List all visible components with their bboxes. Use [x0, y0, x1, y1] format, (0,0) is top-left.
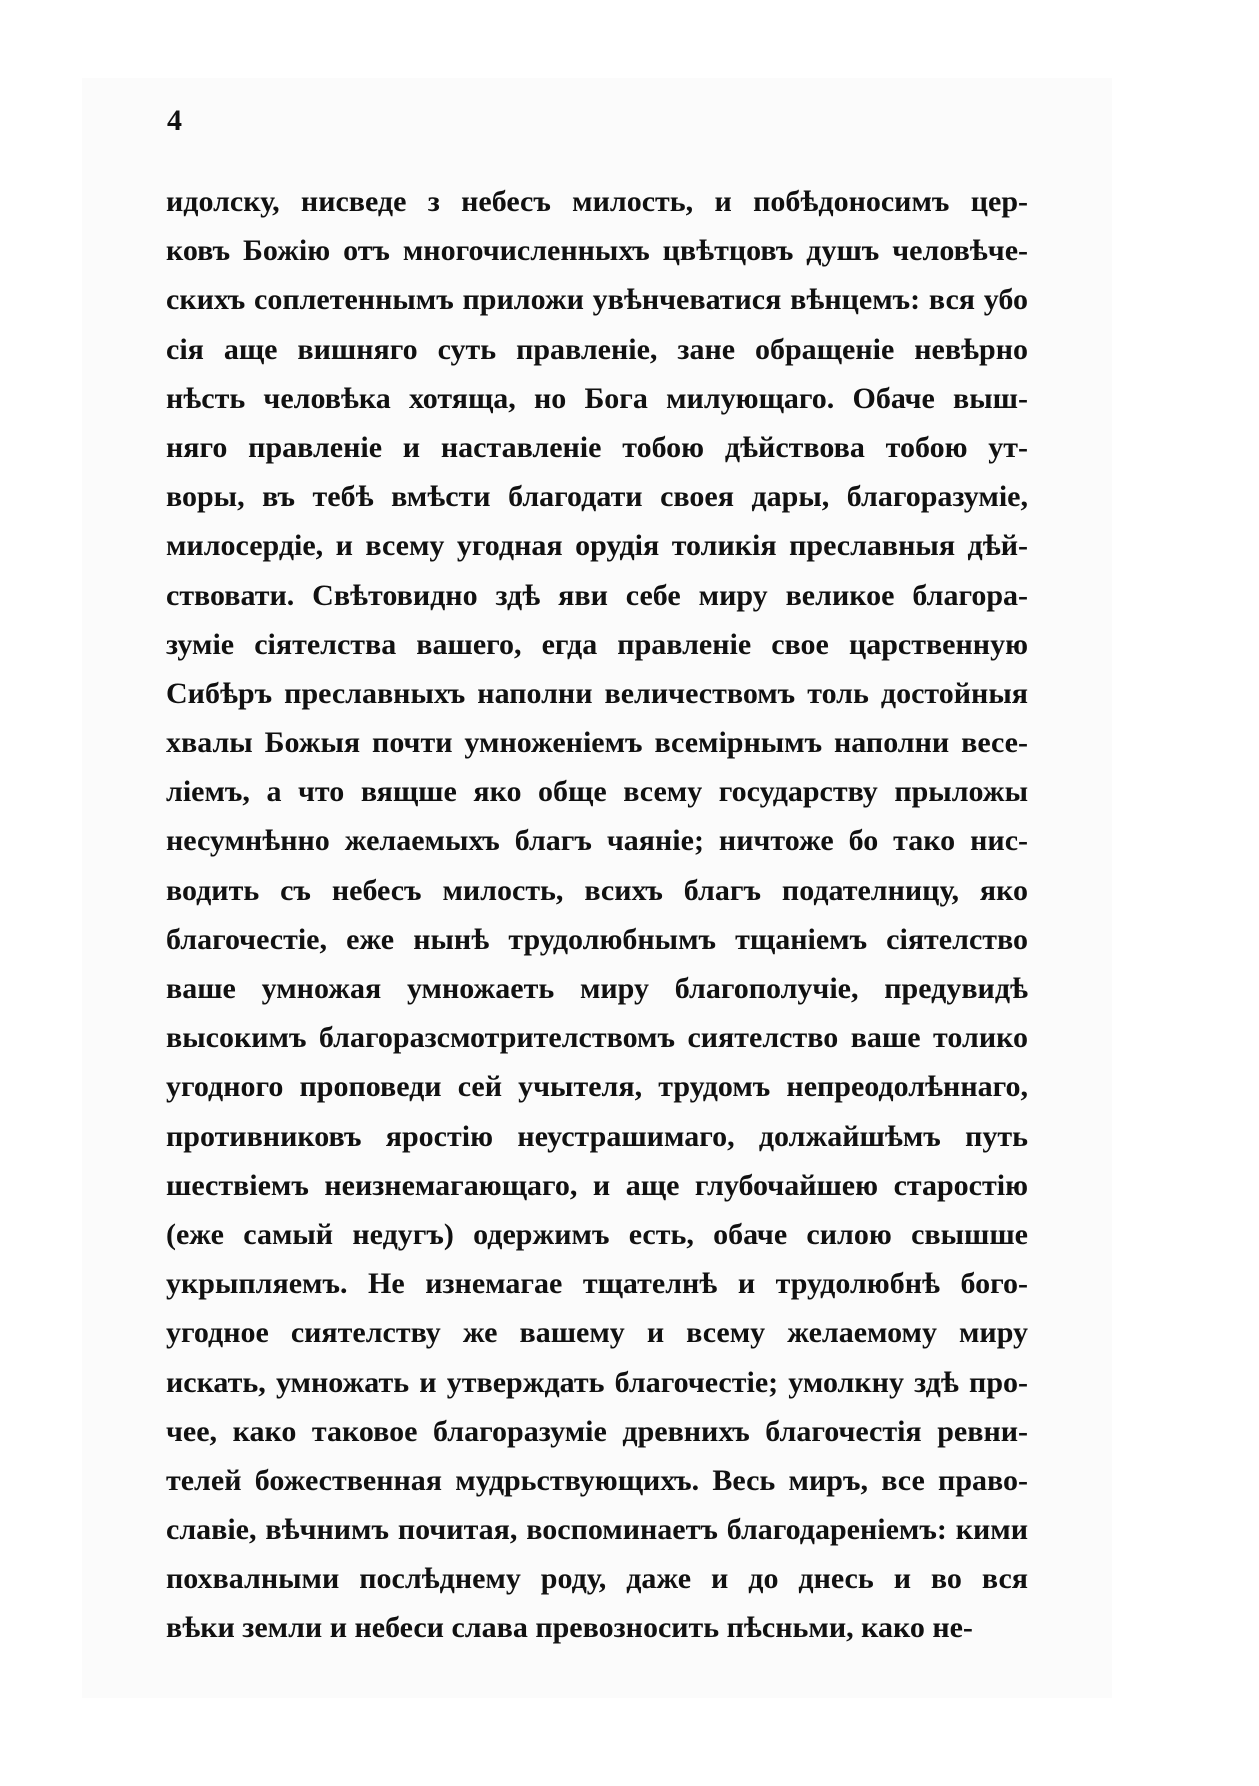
text-line: телей божественная мудрьствующихъ. Весь миръ, все право- [166, 1463, 1028, 1497]
text-line: укрыпляемъ. Не изнемагае тщателнѣ и трудолюбнѣ бого- [166, 1267, 1028, 1301]
text-line: скихъ соплетеннымъ приложи увѣнчеватися вѣнцемъ: вся убо [166, 283, 1028, 317]
text-line: благочестiе, еже нынѣ трудолюбнымъ тщанiемъ сiятелство [166, 922, 1028, 956]
page-number: 4 [167, 104, 182, 137]
text-body [166, 177, 1028, 1653]
text-line: идолску, нисведе з небесъ милость, и побѣдоносимъ цер- [166, 185, 1028, 218]
text-line: искать, умножать и утверждать благочестiе; умолкну здѣ про- [166, 1365, 1028, 1399]
text-line: чее, како таковое благоразумiе древнихъ благочестiя ревни- [166, 1414, 1028, 1448]
text-line: ковъ Божiю отъ многочисленныхъ цвѣтцовъ душъ человѣче- [166, 234, 1028, 268]
text-line: няго правленiе и наставленiе тобою дѣйствова тобою ут- [166, 430, 1028, 464]
text-line: лiемъ, а что вящше яко обще всему государству прыложы [166, 775, 1028, 809]
text-line: сiя аще вишняго суть правленiе, зане обращенiе невѣрно [166, 332, 1028, 366]
text-line: милосердiе, и всему угодная орудiя толикiя преславныя дѣй- [166, 529, 1028, 563]
text-line: угодного проповеди сей учытеля, трудомъ непреодолѣннаго, [166, 1070, 1028, 1104]
text-line: высокимъ благоразсмотрителствомъ сиятелство ваше толико [166, 1021, 1028, 1055]
text-line: зумiе сiятелства вашего, егда правленiе свое царственную [166, 627, 1028, 661]
text-line: хвалы Божыя почти умноженiемъ всемiрнымъ наполни весе- [166, 726, 1028, 760]
text-line: Сибѣръ преславныхъ наполни величествомъ толь достойныя [166, 676, 1028, 710]
text-line: водить съ небесъ милость, всихъ благъ подателницу, яко [166, 873, 1028, 907]
text-line: противниковъ яростiю неустрашимаго, должайшѣмъ путь [166, 1119, 1028, 1153]
text-line: нѣсть человѣка хотяща, но Бога милующаго. Обаче выш- [166, 381, 1028, 415]
text-line: несумнѣнно желаемыхъ благъ чаянiе; ничтоже бо тако нис- [166, 824, 1028, 858]
text-line: воры, въ тебѣ вмѣсти благодати своея дары, благоразумiе, [166, 480, 1028, 514]
text-line: славiе, вѣчнимъ почитая, воспоминаетъ благодаренiемъ: кими [166, 1513, 1028, 1547]
text-line: похвалными послѣднему роду, даже и до днесь и во вся [166, 1562, 1028, 1596]
text-line: угодное сиятелству же вашему и всему желаемому миру [166, 1316, 1028, 1350]
text-line: (еже самый недугъ) одержимъ есть, обаче силою свышше [166, 1217, 1028, 1251]
text-line: шествiемъ неизнемагающаго, и аще глубочайшею старостiю [166, 1168, 1028, 1202]
text-line: ствовати. Свѣтовидно здѣ яви себе миру великое благора- [166, 578, 1028, 612]
text-line: ваше умножая умножаеть миру благополучiе, предувидѣ [166, 972, 1028, 1005]
text-line: вѣки земли и небеси слава превозносить пѣсньми, како не- [166, 1611, 973, 1645]
